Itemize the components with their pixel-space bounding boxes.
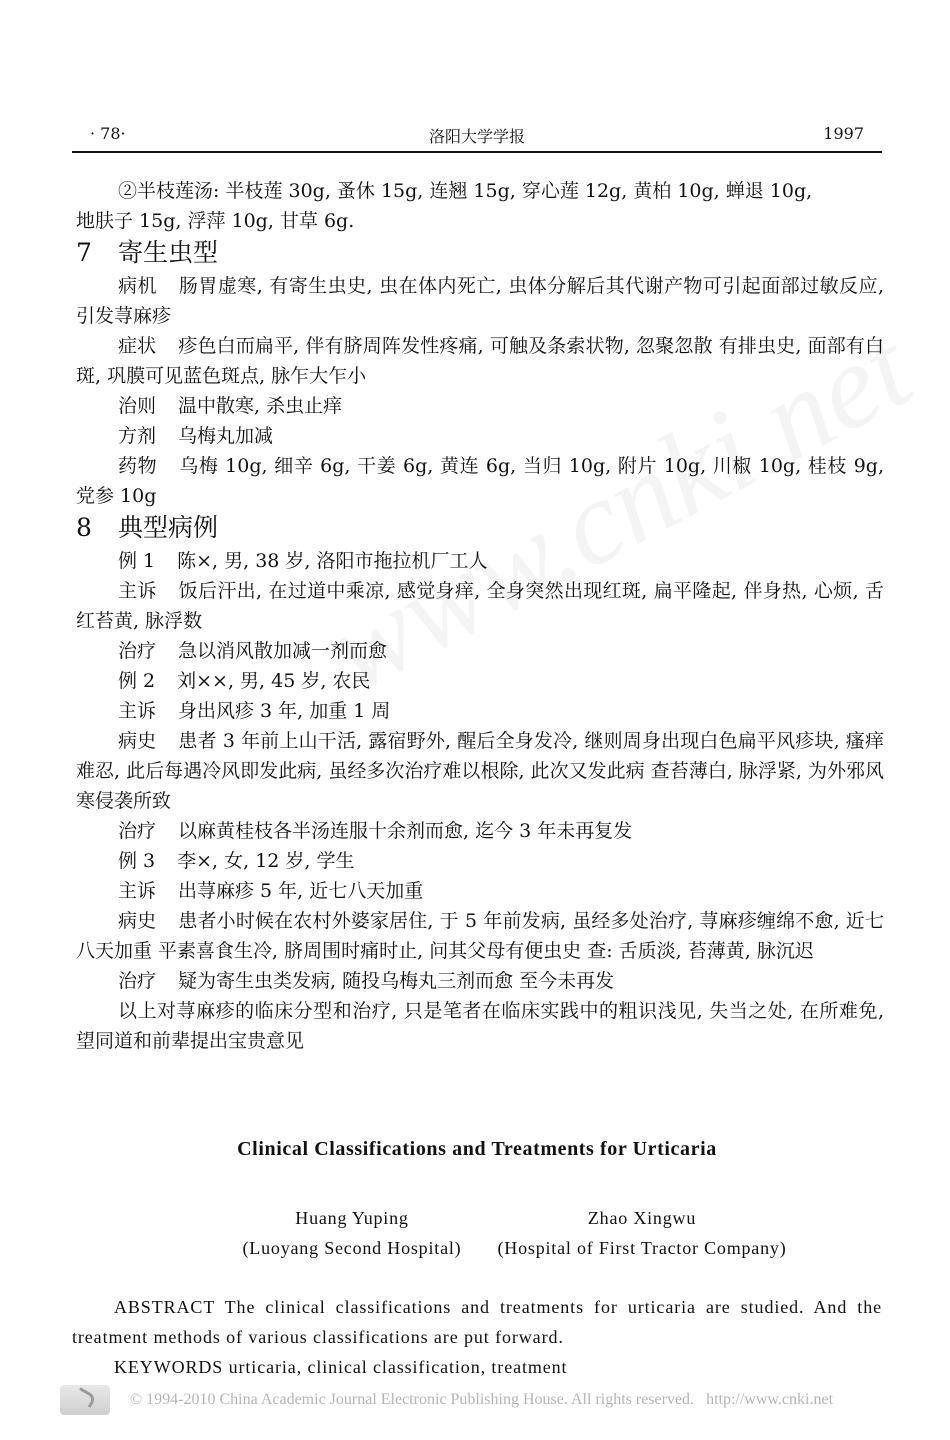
english-title: Clinical Classifications and Treatments for Urticaria: [237, 1138, 717, 1160]
prescription-paragraph: 方剂 乌梅丸加减: [118, 425, 274, 447]
journal-name: 洛阳大学学报: [428, 127, 525, 146]
running-header: [72, 124, 882, 152]
abstract-block: [72, 1292, 882, 1382]
case1-info: 例 1 陈×, 男, 38 岁, 洛阳市拖拉机厂工人: [118, 550, 488, 572]
author-1-affiliation: (Luoyang Second Hospital): [242, 1238, 462, 1258]
authors-block: [72, 1203, 882, 1263]
formula-line: ②半枝莲汤: 半枝莲 30g, 蚤休 15g, 连翘 15g, 穿心莲 12g, 黄柏 10g, 蝉退 10g,: [118, 180, 813, 202]
herbs-paragraph: 药物 乌梅 10g, 细辛 6g, 干姜 6g, 黄连 6g, 当归 10g, 附片 10g, 川椒 10g, 桂枝 9g, 党参 10g: [76, 455, 884, 507]
abstract-text: ABSTRACT The clinical classifications and treatments for urticaria are studied. And the treatment methods of various classifications are put forward.: [72, 1297, 882, 1347]
article-body: [76, 176, 884, 1056]
principle-paragraph: 治则 温中散寒, 杀虫止痒: [118, 395, 343, 417]
author-1: [182, 1203, 522, 1263]
symptoms-paragraph: 症状 疹色白而扁平, 伴有脐周阵发性疼痛, 可触及条索状物, 忽聚忽散 有排虫史, 面部有白斑, 巩膜可见蓝色斑点, 脉乍大乍小: [76, 335, 884, 387]
case1-complaint: 主诉 饭后汗出, 在过道中乘凉, 感觉身痒, 全身突然出现红斑, 扁平隆起, 伴身热, 心烦, 舌红苔黄, 脉浮数: [76, 580, 884, 632]
page-number: · 78·: [90, 124, 126, 143]
case2-complaint: 主诉 身出风疹 3 年, 加重 1 周: [118, 700, 391, 722]
author-2: [472, 1203, 812, 1263]
case3-history: 病史 患者小时候在农村外婆家居住, 于 5 年前发病, 虽经多处治疗, 荨麻疹缠绵不愈, 近七八天加重 平素喜食生冷, 脐周围时痛时止, 问其父母有便虫史 查: 舌质淡, 苔薄黄, 脉沉迟: [76, 910, 884, 962]
copyright-notice: © 1994-2010 China Academic Journal Electronic Publishing House. All rights reserved. http://www.cnki.net: [130, 1391, 834, 1408]
cnki-logo-icon: [60, 1385, 110, 1415]
cnki-url[interactable]: http://www.cnki.net: [706, 1391, 834, 1408]
author-1-name: Huang Yuping: [295, 1208, 409, 1228]
footer: [60, 1385, 940, 1419]
pathogenesis-paragraph: 病机 肠胃虚寒, 有寄生虫史, 虫在体内死亡, 虫体分解后其代谢产物可引起面部过敏反应, 引发荨麻疹: [76, 275, 884, 327]
case2-info: 例 2 刘××, 男, 45 岁, 农民: [118, 670, 371, 692]
keywords-text: KEYWORDS urticaria, clinical classification, treatment: [114, 1357, 568, 1377]
journal-year: 1997: [823, 124, 864, 143]
case3-treatment: 治疗 疑为寄生虫类发病, 随投乌梅丸三剂而愈 至今未再发: [118, 970, 615, 992]
case3-info: 例 3 李×, 女, 12 岁, 学生: [118, 850, 355, 872]
conclusion-paragraph: 以上对荨麻疹的临床分型和治疗, 只是笔者在临床实践中的粗识浅见, 失当之处, 在所难免, 望同道和前辈提出宝贵意见: [76, 1000, 884, 1052]
author-2-affiliation: (Hospital of First Tractor Company): [497, 1238, 787, 1258]
case1-treatment: 治疗 急以消风散加减一剂而愈: [118, 640, 388, 662]
case3-complaint: 主诉 出荨麻疹 5 年, 近七八天加重: [118, 880, 424, 902]
formula-line-cont: 地肤子 15g, 浮萍 10g, 甘草 6g.: [76, 210, 355, 232]
header-rule: [72, 151, 882, 153]
case2-treatment: 治疗 以麻黄桂枝各半汤连服十余剂而愈, 迄今 3 年未再复发: [118, 820, 633, 842]
author-2-name: Zhao Xingwu: [587, 1208, 697, 1228]
case2-history: 病史 患者 3 年前上山干活, 露宿野外, 醒后全身发冷, 继则周身出现白色扁平风疹块, 瘙痒难忍, 此后每遇冷风即发此病, 虽经多次治疗难以根除, 此次又发此病 查苔薄白, 脉浮紧, 为外邪风寒侵袭所致: [76, 730, 884, 812]
section-heading-7: 7 寄生虫型: [76, 238, 219, 267]
section-heading-8: 8 典型病例: [76, 513, 219, 542]
